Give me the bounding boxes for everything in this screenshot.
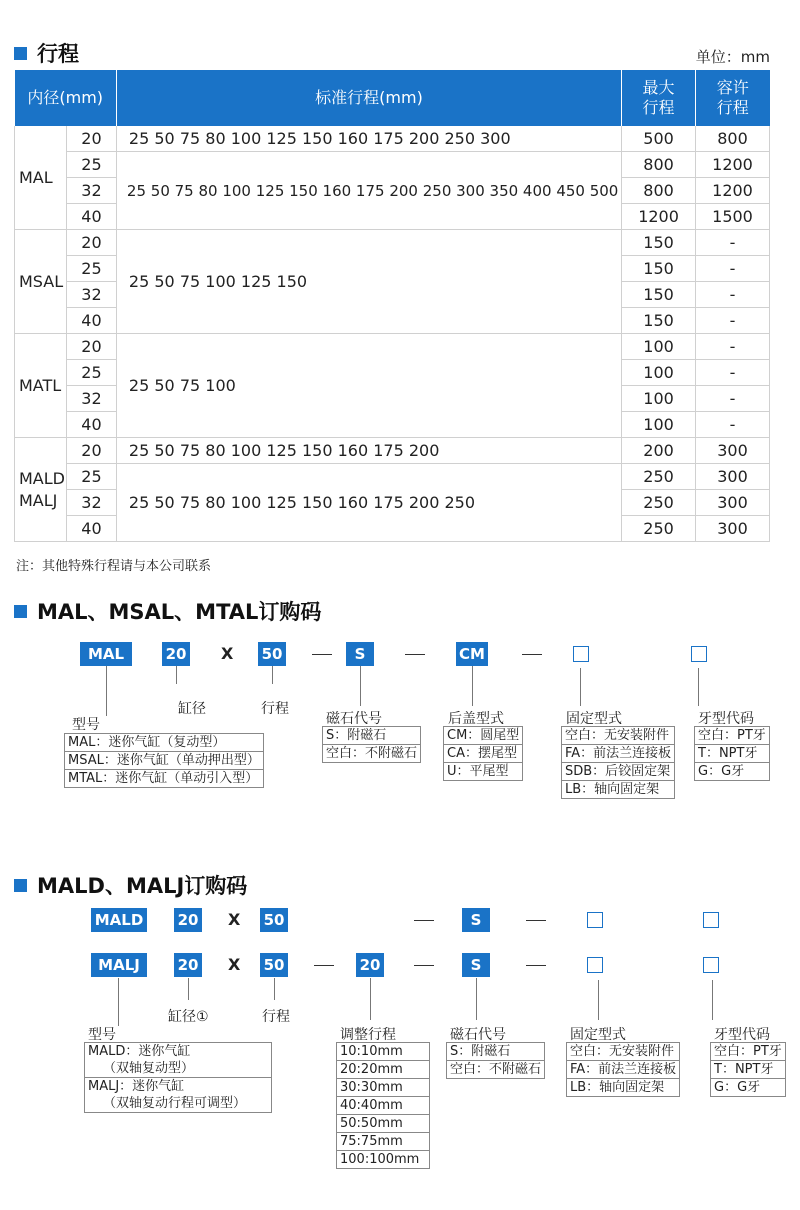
bore-cell: 40 [66,308,116,334]
option-cell: 30:30mm [337,1079,430,1097]
unit-label: 单位：mm [695,48,770,66]
option-cell: U：平尾型 [444,763,523,781]
mount-options-table [566,1042,680,1097]
separator-dash [526,965,546,966]
model-cell: MATL [15,334,67,438]
option-cell: （双轴复动型） [85,1060,272,1078]
option-cell: 50:50mm [337,1115,430,1133]
bore-cell: 25 [66,256,116,282]
strokes-cell: 25 50 75 80 100 125 150 160 175 200 250 [116,464,621,542]
option-cell: G：G牙 [711,1079,786,1097]
order1-section-title [14,596,321,626]
leader-line [272,666,273,684]
table-header-row [15,70,770,126]
separator-dash [405,654,425,655]
option-cell: 空白：PT牙 [695,727,770,745]
header-tolerance: 容许 行程 [696,70,770,126]
option-cell: 40:40mm [337,1097,430,1115]
adjust-options-table [336,1042,430,1169]
option-cell: T：NPT牙 [711,1061,786,1079]
bore-cell: 32 [66,178,116,204]
option-cell: G：G牙 [695,763,770,781]
tol-cell: - [696,230,770,256]
label-bore: 缸径① [168,1009,209,1025]
tol-cell: 1200 [696,178,770,204]
separator-dash [314,965,334,966]
option-cell: 20:20mm [337,1061,430,1079]
leader-line [274,978,275,1000]
option-cell: 10:10mm [337,1043,430,1061]
strokes-cell: 25 50 75 80 100 125 150 160 175 200 [116,438,621,464]
strokes-cell: 25 50 75 80 100 125 150 160 175 200 250 300 [116,126,621,152]
cap-options-table [443,726,523,781]
bore-cell: 32 [66,282,116,308]
code-stroke-box: 50 [258,642,286,666]
leader-line [106,666,107,716]
option-cell: MSAL：迷你气缸（单动押出型） [65,752,264,770]
option-cell: FA：前法兰连接板 [567,1061,680,1079]
max-cell: 150 [622,230,696,256]
option-cell: SDB：后铰固定架 [562,763,675,781]
label-mount: 固定型式 [566,711,622,727]
leader-line [476,978,477,1020]
code-cap-box: CM [456,642,488,666]
code-mount-empty-box [573,646,589,662]
label-bore: 缸径 [178,701,206,717]
leader-line [472,666,473,706]
tol-cell: - [696,412,770,438]
option-cell: S：附磁石 [323,727,421,745]
code-magnet-box: S [462,908,490,932]
option-cell: FA：前法兰连接板 [562,745,675,763]
max-cell: 800 [622,152,696,178]
max-cell: 100 [622,386,696,412]
label-adjust: 调整行程 [340,1027,396,1043]
option-cell: 空白：无安装附件 [562,727,675,745]
code-x-symbol: X [228,910,241,929]
stroke-table [14,70,770,542]
max-cell: 150 [622,282,696,308]
option-cell: CM：圆尾型 [444,727,523,745]
code-thread-empty-box [703,957,719,973]
model-options-table [84,1042,272,1113]
leader-line [188,978,189,1000]
separator-dash [522,654,542,655]
label-thread: 牙型代码 [714,1027,770,1043]
code-model-box: MAL [80,642,132,666]
leader-line [360,666,361,706]
model-cell: MSAL [15,230,67,334]
label-thread: 牙型代码 [698,711,754,727]
label-model: 型号 [72,717,100,733]
label-stroke: 行程 [261,701,289,717]
tol-cell: 300 [696,490,770,516]
leader-line [370,978,371,1020]
option-cell: S：附磁石 [447,1043,545,1061]
thread-options-table [694,726,770,781]
code-adjust-box: 20 [356,953,384,977]
option-cell: （双轴复动行程可调型） [85,1095,272,1113]
max-cell: 250 [622,490,696,516]
bore-cell: 25 [66,360,116,386]
section-marker-icon [14,879,27,892]
bore-cell: 25 [66,152,116,178]
leader-line [118,978,119,1026]
max-cell: 100 [622,360,696,386]
max-cell: 1200 [622,204,696,230]
table-row [15,126,770,152]
header-max: 最大 行程 [622,70,696,126]
stroke-title-text: 行程 [37,42,79,66]
max-cell: 800 [622,178,696,204]
leader-line [598,980,599,1020]
label-model: 型号 [88,1027,116,1043]
bore-cell: 20 [66,334,116,360]
code-x-symbol: X [221,644,234,663]
order1-title-text: MAL、MSAL、MTAL订购码 [37,600,322,624]
option-cell: 空白：不附磁石 [447,1061,545,1079]
option-cell: 空白：不附磁石 [323,745,421,763]
header-standard: 标准行程(mm) [116,70,621,126]
strokes-cell: 25 50 75 100 125 150 [116,230,621,334]
code-model-box: MALJ [91,953,147,977]
leader-line [176,666,177,684]
option-cell: 空白：PT牙 [711,1043,786,1061]
leader-line [698,668,699,706]
option-cell: MAL：迷你气缸（复动型） [65,734,264,752]
option-cell: T：NPT牙 [695,745,770,763]
label-mount: 固定型式 [570,1027,626,1043]
code-x-symbol: X [228,955,241,974]
table-row [15,230,770,256]
max-cell: 150 [622,256,696,282]
tol-cell: - [696,308,770,334]
tol-cell: - [696,256,770,282]
order2-section-title [14,870,247,900]
model-options-table [64,733,264,788]
code-thread-empty-box [691,646,707,662]
separator-dash [526,920,546,921]
max-cell: 250 [622,516,696,542]
tol-cell: 300 [696,464,770,490]
tol-cell: 1200 [696,152,770,178]
option-cell: MTAL：迷你气缸（单动引入型） [65,770,264,788]
bore-cell: 25 [66,464,116,490]
tol-cell: 300 [696,438,770,464]
tol-cell: - [696,386,770,412]
tol-cell: 800 [696,126,770,152]
table-row [15,334,770,360]
bore-cell: 32 [66,490,116,516]
option-cell: 75:75mm [337,1133,430,1151]
separator-dash [414,965,434,966]
max-cell: 200 [622,438,696,464]
header-bore: 内径(mm) [15,70,117,126]
stroke-section-title [14,38,79,68]
stroke-note: 注：其他特殊行程请与本公司联系 [16,559,212,574]
separator-dash [414,920,434,921]
tol-cell: 300 [696,516,770,542]
thread-options-table [710,1042,786,1097]
bore-cell: 40 [66,204,116,230]
separator-dash [312,654,332,655]
max-cell: 150 [622,308,696,334]
option-cell: LB：轴向固定架 [562,781,675,799]
leader-line [712,980,713,1020]
table-row [15,438,770,464]
max-cell: 500 [622,126,696,152]
option-cell: 100:100mm [337,1151,430,1169]
model-cell: MAL [15,126,67,230]
strokes-cell: 25 50 75 100 [116,334,621,438]
model-cell: MALD MALJ [15,438,67,542]
magnet-options-table [322,726,421,763]
leader-line [580,668,581,706]
table-row [15,152,770,178]
code-stroke-box: 50 [260,953,288,977]
bore-cell: 20 [66,126,116,152]
bore-cell: 20 [66,438,116,464]
code-mount-empty-box [587,912,603,928]
label-cap: 后盖型式 [448,711,504,727]
section-marker-icon [14,605,27,618]
order2-title-text: MALD、MALJ订购码 [37,874,248,898]
tol-cell: - [696,334,770,360]
tol-cell: - [696,282,770,308]
max-cell: 100 [622,334,696,360]
tol-cell: - [696,360,770,386]
max-cell: 250 [622,464,696,490]
section-marker-icon [14,47,27,60]
bore-cell: 40 [66,412,116,438]
bore-cell: 40 [66,516,116,542]
bore-cell: 20 [66,230,116,256]
code-mount-empty-box [587,957,603,973]
code-stroke-box: 50 [260,908,288,932]
code-magnet-box: S [462,953,490,977]
bore-cell: 32 [66,386,116,412]
code-bore-box: 20 [174,908,202,932]
tol-cell: 1500 [696,204,770,230]
code-bore-box: 20 [162,642,190,666]
strokes-cell: 25 50 75 80 100 125 150 160 175 200 250 300 350 400 450 500 [116,152,621,230]
code-bore-box: 20 [174,953,202,977]
max-cell: 100 [622,412,696,438]
option-cell: 空白：无安装附件 [567,1043,680,1061]
option-cell: MALJ：迷你气缸 [85,1078,272,1096]
option-cell: CA：摆尾型 [444,745,523,763]
option-cell: MALD：迷你气缸 [85,1043,272,1061]
option-cell: LB：轴向固定架 [567,1079,680,1097]
label-magnet: 磁石代号 [450,1027,506,1043]
code-model-box: MALD [91,908,147,932]
label-stroke: 行程 [262,1009,290,1025]
magnet-options-table [446,1042,545,1079]
code-thread-empty-box [703,912,719,928]
table-row [15,464,770,490]
label-magnet: 磁石代号 [326,711,382,727]
mount-options-table [561,726,675,799]
code-magnet-box: S [346,642,374,666]
